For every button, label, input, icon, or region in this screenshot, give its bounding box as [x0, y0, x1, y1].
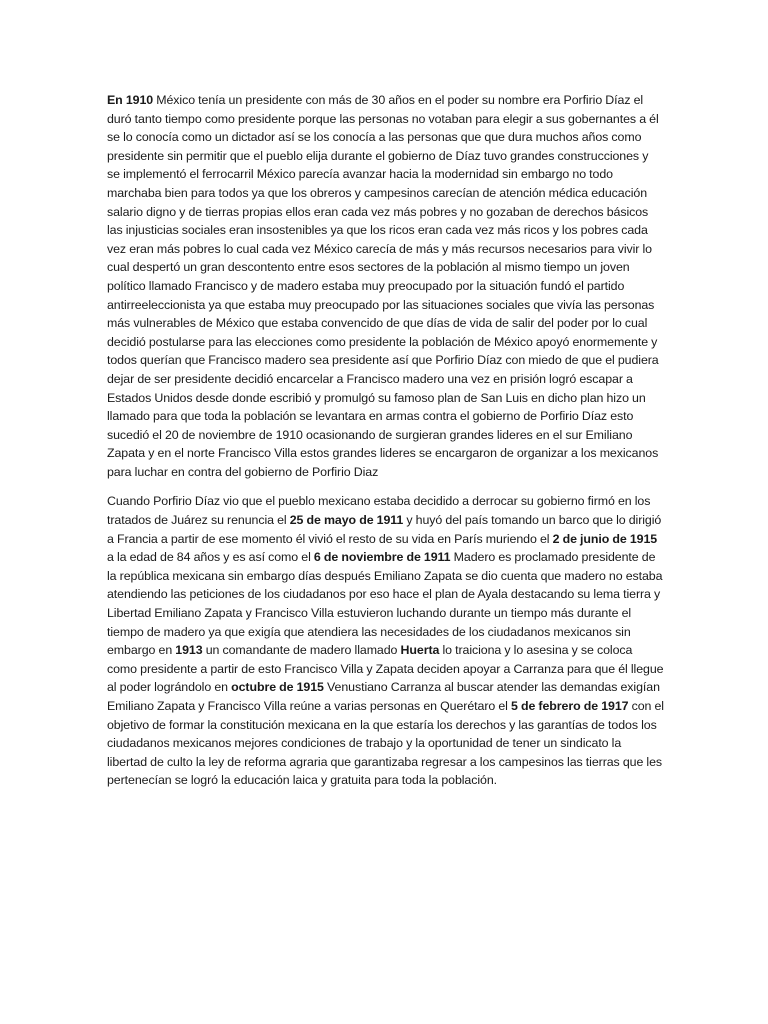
text-run: Cuando Porfirio Díaz vio que el pueblo mexicano estaba decidido a derrocar su gobierno firmó en los tratados de Juárez su renuncia el [107, 494, 651, 528]
text-run: un comandante de madero llamado [202, 643, 401, 658]
text-run: México tenía un presidente con más de 30 años en el poder su nombre era Porfirio Díaz el duró tanto tiempo como presidente porque las personas no votaban para elegir a sus gobernantes a él se lo conocía como un dictador así se los conocía a las personas que que dura muchos años como presidente sin permitir que el pueblo elija durante el gobierno de Díaz tuvo grandes construcciones y se implementó el ferrocarril México parecía avanzar hacia la modernidad sin embargo no todo marchaba bien para todos ya que los obreros y campesinos carecían de atención médica educación salario digno y de tierras propias ellos eran cada vez más pobres y no gozaban de derechos básicos las injusticias sociales eran insostenibles ya que los ricos eran cada vez más ricos y los pobres cada vez eran más pobres lo cual cada vez México carecía de más y más recursos necesarios para vivir lo cual despertó un gran descontento entre esos sectores de la población al mismo tiempo un joven político llamado Francisco y de madero estaba muy preocupado por la situación fundó el partido antirreeleccionista ya que estaba muy preocupado por las situaciones sociales que vivía las personas más vulnerables de México que estaba convencido de que días de vida de salir del poder por lo cual decidió postularse para las elecciones como presidente la población de México apoyó enormemente y todos querían que Francisco madero sea presidente así que Porfirio Díaz con miedo de que el pudiera dejar de ser presidente decidió encarcelar a Francisco madero una vez en prisión logró escapar a Estados Unidos desde donde escribió y promulgó su famoso plan de San Luis en dicho plan hizo un llamado para que toda la población se levantara en armas contra el gobierno de Porfirio Díaz esto sucedió el 20 de noviembre de 1910 ocasionando de surgieran grandes lideres en el sur Emiliano Zapata y en el norte Francisco Villa estos grandes lideres se encargaron de organizar a los mexicanos para luchar en contra del gobierno de Porfirio Diaz [107, 93, 659, 479]
text-run: lo traiciona y lo asesina y se coloca como presidente a partir de esto Francisco Villa y Zapata deciden apoyar a Carranza para que él llegue al poder lográndolo en [107, 643, 664, 695]
text-run: a la edad de 84 años y es así como el [107, 550, 314, 565]
text-run: y huyó del país tomando un barco que lo dirigió a Francia a partir de ese momento él vivió el resto de su vida en París muriendo el [107, 513, 662, 546]
paragraph-2 [107, 492, 664, 790]
bold-text-run: 6 de noviembre de 1911 [313, 550, 451, 565]
bold-text-run: 25 de mayo de 1911 [289, 513, 404, 528]
paragraph-1 [107, 91, 664, 481]
text-run: Venustiano Carranza al buscar atender las demandas exigían Emiliano Zapata y Francisco Villa reúne a varias personas en Querétaro el [107, 680, 660, 713]
text-run: Madero es proclamado presidente de la república mexicana sin embargo días después Emiliano Zapata se dio cuenta que madero no estaba atendiendo las peticiones de los ciudadanos por eso hace el plan de Ayala destacando su lema tierra y Libertad Emiliano Zapata y Francisco Villa estuvieron luchando durante un tiempo más durante el tiempo de madero ya que exigía que atendiera las necesidades de los ciudadanos mexicanos sin embargo en [107, 550, 663, 658]
bold-text-run: Huerta [400, 643, 440, 658]
bold-text-run: 2 de junio de 1915 [552, 531, 658, 546]
bold-text-run: octubre de 1915 [231, 680, 324, 695]
bold-text-run: En 1910 [107, 93, 154, 107]
bold-text-run: 1913 [175, 643, 203, 658]
bold-text-run: 5 de febrero de 1917 [511, 699, 629, 713]
document-page [107, 91, 664, 790]
text-run: con el objetivo de formar la constitución mexicana en la que estaría los derechos y las garantías de todos los ciudadanos mexicanos mejores condiciones de trabajo y la oportunidad de tener un sindicato la libertad de culto la ley de reforma agraria que garantizaba regresar a los campesinos las tierras que les pertenecían se logró la educación laica y gratuita para toda la población. [107, 699, 664, 788]
